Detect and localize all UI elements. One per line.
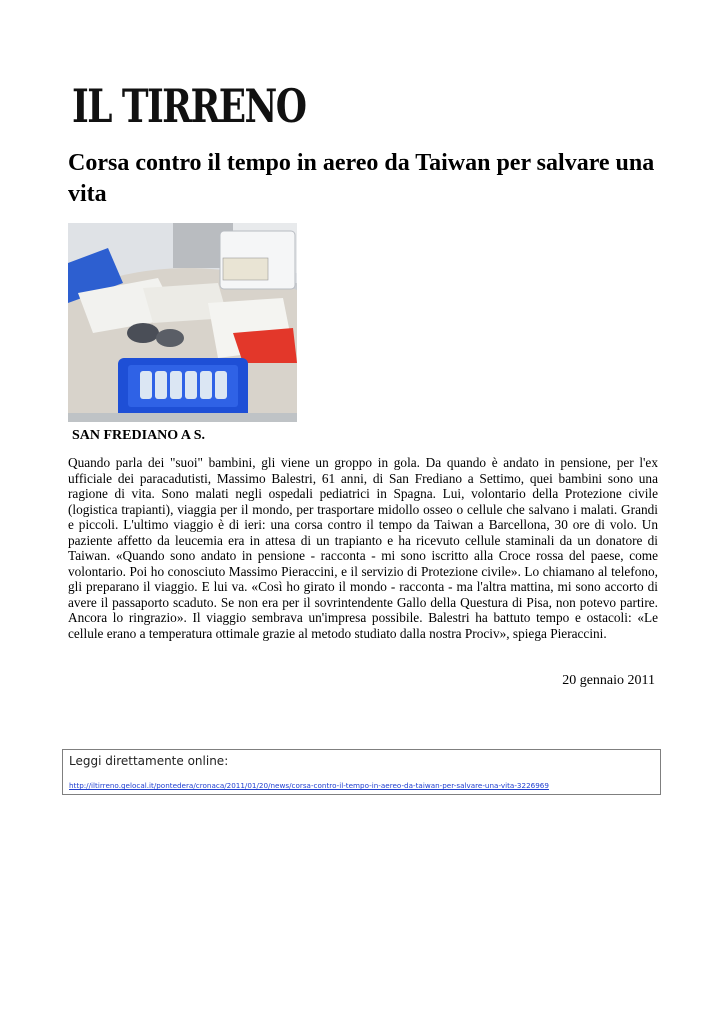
publication-date: 20 gennaio 2011 [562, 673, 655, 688]
article-title: Corsa contro il tempo in aereo da Taiwan per salvare una vita [68, 150, 655, 207]
online-label: Leggi direttamente online: [69, 754, 229, 768]
logo-text: IL TIRRENO [72, 79, 306, 133]
article-photo [68, 223, 297, 422]
online-link-box [62, 749, 661, 795]
article-body: Quando parla dei "suoi" bambini, gli viene un groppo in gola. Da quando è andato in pensione, per l'ex ufficiale dei paracadutisti, Massimo Balestri, 61 anni, di San Frediano a Settimo, quei bambini sono una ragione di vita. Sono malati negli ospedali pediatrici in Spagna. Lui, volontario della Protezione civile (logistica trapianti), viaggia per il mondo, per trasportare midollo osseo o cellule che salvano i malati. Grandi e piccoli. L'ultimo viaggio è di ieri: una corsa contro il tempo da Taiwan a Barcellona, 30 ore di volo. Un paziente affetto da leucemia era in attesa di un trapianto e ha ricevuto cellule staminali da un donatore di Taiwan. «Quando sono andato in pensione - racconta - mi sono iscritto alla Croce rossa del paese, come volontario. Poi ho conosciuto Massimo Pieraccini, e il servizio di Protezione civile». Lo chiamano al telefono, gli preparano il viaggio. E lui va. «Così ho girato il mondo - racconta - ma l'altra mattina, mi sono accorto di avere il passaporto scaduto. Se non era per il sovrintendente Gallo della Questura di Pisa, non potevo partire. Ancora lo ringrazio». Il viaggio sembrava un'impresa possibile. Balestri ha battuto tempo e ostacoli: «Le cellule erano a temperatura ottimale grazie al metodo studiato dalla nostra Prociv», spiega Pieraccini. [68, 455, 658, 642]
newspaper-logo [72, 80, 305, 132]
article-dateline: SAN FREDIANO A S. [72, 428, 206, 443]
article-url-link[interactable]: http://iltirreno.gelocal.it/pontedera/cronaca/2011/01/20/news/corsa-contro-il-tempo-in-aereo-da-taiwan-per-salvare-una-vita-3226969 [69, 781, 549, 790]
